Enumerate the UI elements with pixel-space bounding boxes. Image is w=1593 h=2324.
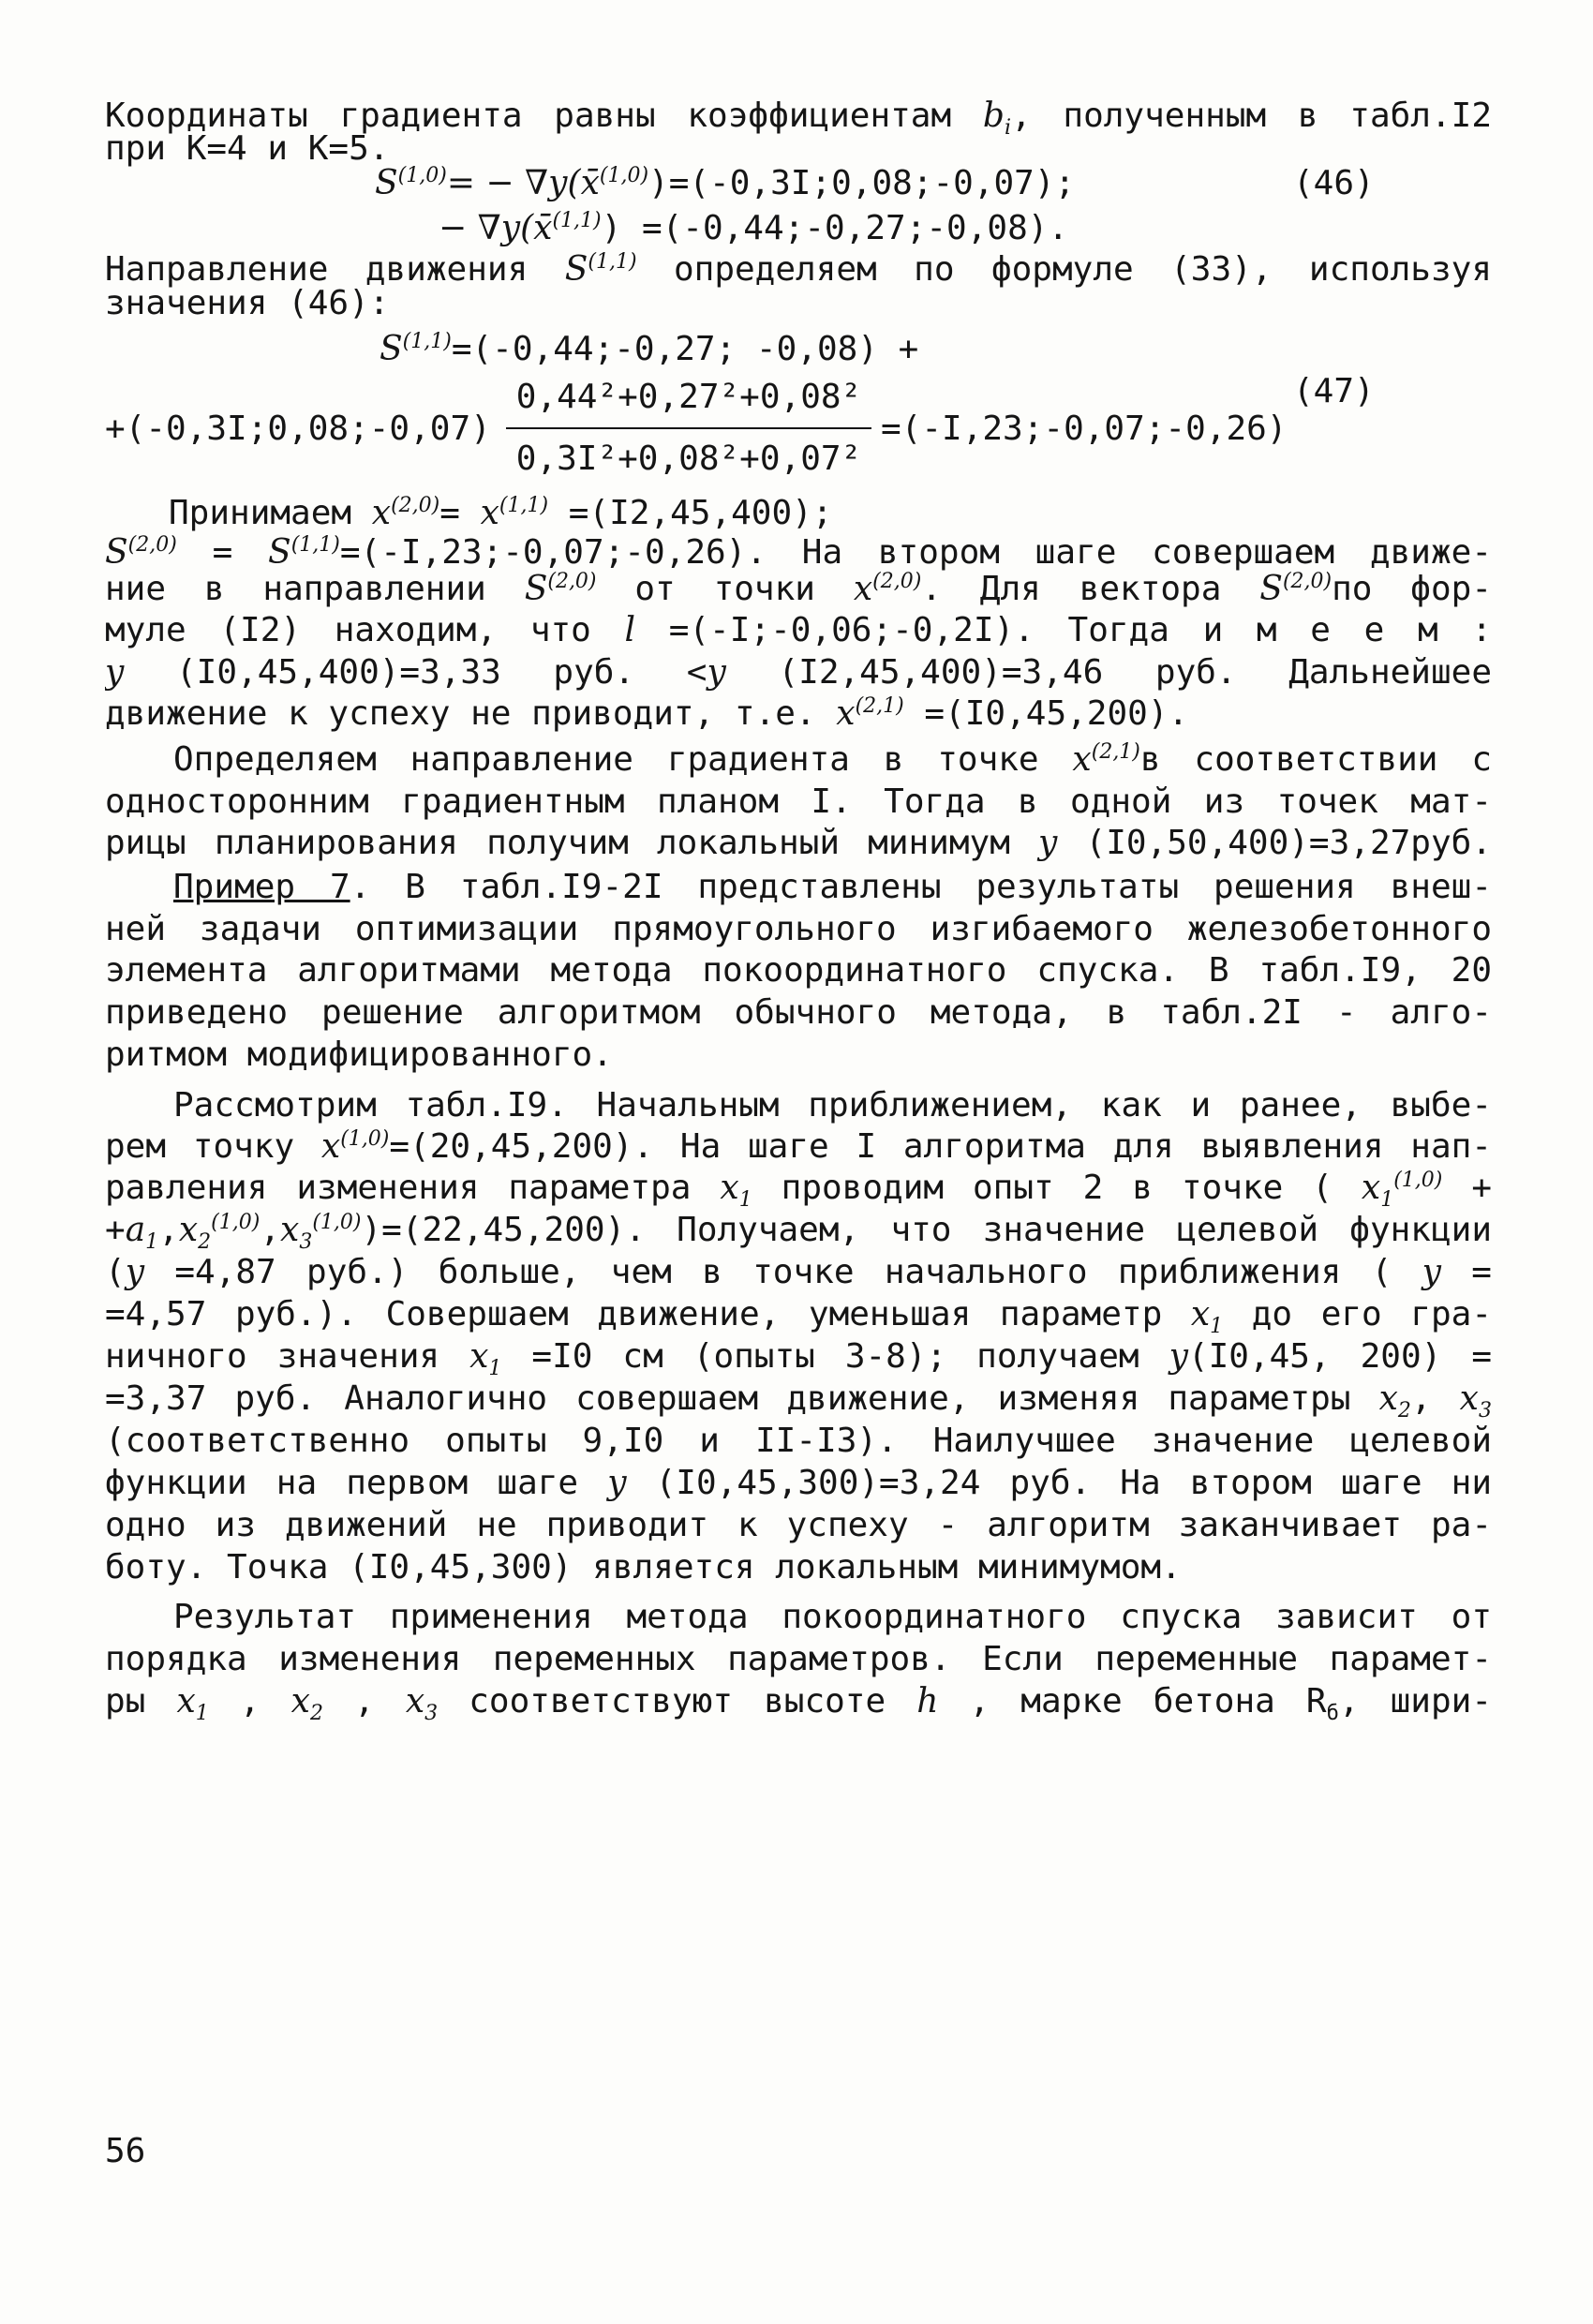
formula-fraction (506, 371, 871, 493)
text-line: ры $x_1$ , $x_2$ , $x_3$ соответствуют высоте h , марке бетона $R_б$, шири- (105, 1682, 1492, 1726)
formula-47-right: =(-I,23;-0,07;-0,26) (881, 410, 1288, 448)
text-line: Пример 7. В табл.I9-2I представлены результаты решения внеш- (173, 868, 1492, 906)
text-line: боту. Точка (I0,45,300) является локальным минимумом. (105, 1548, 1182, 1587)
text-line: ние в направлении S$^{(2,0)}$ от точки $x^{(2,0)}$. Для вектора S$^{(2,0)}$по фор- (105, 570, 1492, 608)
text-line: y (I0,45,400)=3,33 руб. <y (I2,45,400)=3,46 руб. Дальнейшее (105, 653, 1492, 692)
text-line: ничного значения $x_1 =I0$ см (опыты 3-8); получаем y(I0,45, 200) = (105, 1337, 1492, 1381)
text-line: =3,37 руб. Аналогично совершаем движение, изменяя параметры $x_2$, $x_3$ (105, 1379, 1492, 1423)
page-number: 56 (105, 2132, 146, 2170)
formula-47-line1: S$^{(1,1)}$=(-0,44;-0,27; -0,08) + (380, 330, 919, 368)
text-line: Рассмотрим табл.I9. Начальным приближением, как и ранее, выбе- (173, 1086, 1492, 1125)
equation-number: (46) (1293, 164, 1375, 202)
text-line: Направление движения S$^{(1,1)}$ определяем по формуле (33), используя (105, 250, 1492, 289)
example-label: Пример 7 (173, 868, 350, 906)
text-line: односторонним градиентным планом I. Тогда в одной из точек мат- (105, 782, 1492, 821)
text-line: при К=4 и К=5. (105, 129, 390, 168)
text-line: Координаты градиента равны коэффициентам $b_i$, полученным в табл.I2 (105, 97, 1492, 141)
text-line: рем точку $x^{(1,0)}=(20,45,200)$. На шаге I алгоритма для выявления нап- (105, 1127, 1492, 1166)
text-line: (соответственно опыты 9,I0 и II-I3). Наилучшее значение целевой (105, 1422, 1492, 1460)
text-line: муле (I2) находим, что l =(-I;-0,06;-0,2I). Тогда и м е е м : (105, 611, 1492, 649)
text-line: движение к успеху не приводит, т.е. $x^{(2,1)} =(I0,45,200)$. (105, 694, 1189, 733)
text-line: $+a_1,x_2^{(1,0)},x_3^{(1,0)})=(22,45,200)$. Получаем, что значение целевой функции (105, 1211, 1492, 1255)
text-line: Определяем направление градиента в точке $x^{(2,1)}в$ соответствии с (173, 740, 1492, 779)
text-line: одно из движений не приводит к успеху - алгоритм заканчивает ра- (105, 1506, 1492, 1544)
text-line: Результат применения метода покоординатного спуска зависит от (173, 1598, 1492, 1636)
text-line: (y =4,87 руб.) больше, чем в точке начального приближения ( y = (105, 1253, 1492, 1291)
fraction-denominator: 0,3I²+0,08²+0,07² (515, 439, 862, 478)
text-line: функции на первом шаге y (I0,45,300)=3,24 руб. На втором шаге ни (105, 1464, 1492, 1502)
text-line: равления изменения параметра $x_1$ проводим опыт 2 в точке ( $x_1^{(1,0)}$ + (105, 1169, 1492, 1213)
formula-46: S$^{(1,0)}$= − ∇y(x̄$^{(1,0)}$)=(-0,3I;0,08;-0,07); (375, 164, 1076, 202)
text-line: приведено решение алгоритмом обычного метода, в табл.2I - алго- (105, 993, 1492, 1032)
text-line: порядка изменения переменных параметров. Если переменные парамет- (105, 1640, 1492, 1678)
text-line: =4,57 руб.). Совершаем движение, уменьшая параметр $x_1$ до его гра- (105, 1295, 1492, 1339)
fraction-numerator: 0,44²+0,27²+0,08² (515, 378, 862, 416)
formula-47-left: +(-0,3I;0,08;-0,07) (105, 410, 491, 448)
text-line: элемента алгоритмами метода покоординатного спуска. В табл.I9, 20 (105, 951, 1492, 990)
text-line: ритмом модифицированного. (105, 1035, 613, 1074)
text-line: Принимаем $x^{(2,0)}= x^{(1,1)} =(I2,45,400)$; (169, 494, 833, 532)
text-line: ней задачи оптимизации прямоугольного изгибаемого железобетонного (105, 910, 1492, 948)
text-line: значения (46): (105, 284, 390, 322)
fraction-bar (506, 427, 871, 429)
text-line: рицы планирования получим локальный минимум y (I0,50,400)=3,27руб. (105, 824, 1492, 862)
formula-line: − ∇y(x̄$^{(1,1)}$) =(-0,44;-0,27;-0,08). (439, 209, 1069, 247)
equation-number: (47) (1293, 372, 1375, 410)
text-line: S$^{(2,0)}$ = S$^{(1,1)}$=(-I,23;-0,07;-0,26). На втором шаге совершаем движе- (105, 533, 1492, 572)
